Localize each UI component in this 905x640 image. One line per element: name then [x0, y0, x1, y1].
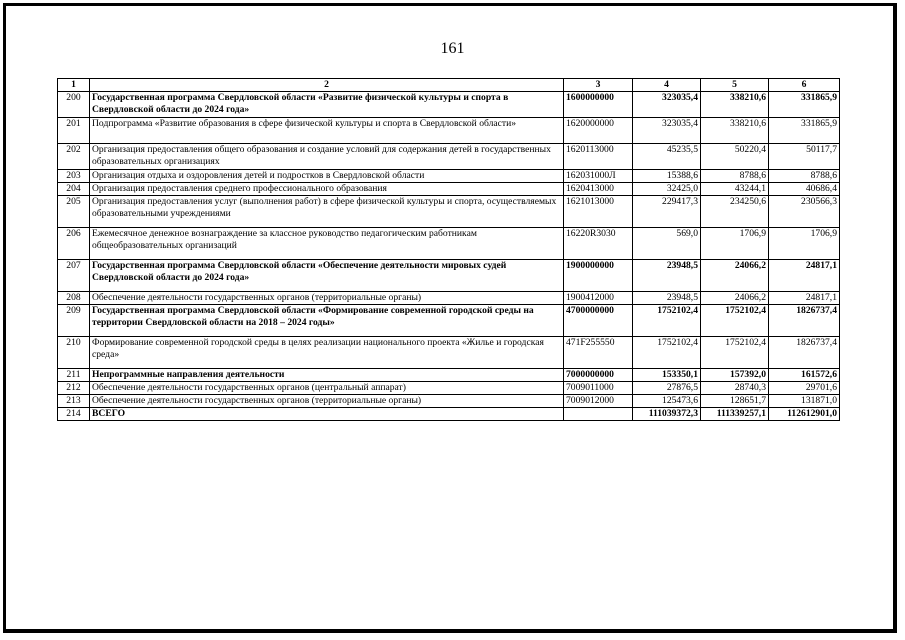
table-row [58, 292, 840, 305]
row-value-col5: 43244,1 [701, 183, 769, 196]
row-code: 1600000000 [564, 92, 633, 118]
row-number: 208 [58, 292, 90, 305]
row-value-col4: 125473,6 [633, 395, 701, 408]
row-number: 204 [58, 183, 90, 196]
row-name: Организация отдыха и оздоровления детей и подростков в Свердловской области [90, 170, 564, 183]
row-name: Организация предоставления среднего профессионального образования [90, 183, 564, 196]
row-code [564, 408, 633, 421]
row-value-col4: 323035,4 [633, 92, 701, 118]
column-header: 2 [90, 79, 564, 92]
row-code: 4700000000 [564, 305, 633, 337]
table-row [58, 395, 840, 408]
row-value-col6: 112612901,0 [769, 408, 840, 421]
column-header: 6 [769, 79, 840, 92]
table-body [58, 92, 840, 421]
table-row [58, 118, 840, 144]
row-code: 1620113000 [564, 144, 633, 170]
row-value-col6: 331865,9 [769, 92, 840, 118]
row-number: 214 [58, 408, 90, 421]
row-name: Подпрограмма «Развитие образования в сфере физической культуры и спорта в Свердловской области» [90, 118, 564, 144]
row-value-col6: 29701,6 [769, 382, 840, 395]
row-value-col6: 1826737,4 [769, 305, 840, 337]
row-value-col6: 40686,4 [769, 183, 840, 196]
row-value-col4: 23948,5 [633, 260, 701, 292]
row-code: 1900000000 [564, 260, 633, 292]
row-number: 211 [58, 369, 90, 382]
row-name: Обеспечение деятельности государственных органов (территориальные органы) [90, 395, 564, 408]
row-value-col5: 234250,6 [701, 196, 769, 228]
row-name: Обеспечение деятельности государственных органов (центральный аппарат) [90, 382, 564, 395]
row-value-col4: 1752102,4 [633, 337, 701, 369]
row-number: 212 [58, 382, 90, 395]
row-name: Государственная программа Свердловской области «Обеспечение деятельности мировых судей Свердловской области до 2024 года» [90, 260, 564, 292]
row-number: 209 [58, 305, 90, 337]
row-code: 7009011000 [564, 382, 633, 395]
row-value-col5: 157392,0 [701, 369, 769, 382]
row-code: 1620000000 [564, 118, 633, 144]
column-header: 5 [701, 79, 769, 92]
row-code: 471F255550 [564, 337, 633, 369]
row-value-col4: 111039372,3 [633, 408, 701, 421]
row-value-col6: 50117,7 [769, 144, 840, 170]
budget-table [57, 78, 840, 421]
row-name: Государственная программа Свердловской области «Развитие физической культуры и спорта в Свердловской области до 2024 года» [90, 92, 564, 118]
row-code: 16220R3030 [564, 228, 633, 260]
table-row [58, 337, 840, 369]
row-value-col4: 27876,5 [633, 382, 701, 395]
row-code: 162031000Л [564, 170, 633, 183]
row-value-col4: 23948,5 [633, 292, 701, 305]
row-value-col5: 338210,6 [701, 92, 769, 118]
row-value-col4: 32425,0 [633, 183, 701, 196]
row-number: 203 [58, 170, 90, 183]
row-name: Формирование современной городской среды в целях реализации национального проекта «Жилье и городская среда» [90, 337, 564, 369]
row-value-col6: 131871,0 [769, 395, 840, 408]
row-name: Организация предоставления услуг (выполнения работ) в сфере физической культуры и спорта, осуществляемых образовательными учреждениями [90, 196, 564, 228]
row-name: ВСЕГО [90, 408, 564, 421]
table-row [58, 382, 840, 395]
row-value-col5: 1706,9 [701, 228, 769, 260]
table-row [58, 144, 840, 170]
row-code: 1900412000 [564, 292, 633, 305]
row-value-col4: 569,0 [633, 228, 701, 260]
row-name: Государственная программа Свердловской области «Формирование современной городской среды на территории Свердловской области на 2018 – 2024 годы» [90, 305, 564, 337]
row-name: Обеспечение деятельности государственных органов (территориальные органы) [90, 292, 564, 305]
row-value-col4: 15388,6 [633, 170, 701, 183]
table-row [58, 170, 840, 183]
row-value-col5: 50220,4 [701, 144, 769, 170]
row-value-col4: 229417,3 [633, 196, 701, 228]
column-header: 4 [633, 79, 701, 92]
row-value-col4: 1752102,4 [633, 305, 701, 337]
row-value-col5: 111339257,1 [701, 408, 769, 421]
row-number: 205 [58, 196, 90, 228]
row-value-col5: 128651,7 [701, 395, 769, 408]
row-value-col5: 24066,2 [701, 260, 769, 292]
table-row [58, 305, 840, 337]
row-number: 201 [58, 118, 90, 144]
table-row [58, 369, 840, 382]
table-row [58, 196, 840, 228]
row-value-col4: 45235,5 [633, 144, 701, 170]
row-value-col6: 1826737,4 [769, 337, 840, 369]
row-number: 202 [58, 144, 90, 170]
row-number: 200 [58, 92, 90, 118]
row-name: Ежемесячное денежное вознаграждение за классное руководство педагогическим работникам общеобразовательных организаций [90, 228, 564, 260]
row-value-col4: 153350,1 [633, 369, 701, 382]
row-value-col6: 331865,9 [769, 118, 840, 144]
row-number: 207 [58, 260, 90, 292]
row-value-col5: 24066,2 [701, 292, 769, 305]
row-code: 1621013000 [564, 196, 633, 228]
table-row [58, 408, 840, 421]
row-value-col6: 1706,9 [769, 228, 840, 260]
page-number: 161 [440, 40, 465, 57]
row-value-col6: 230566,3 [769, 196, 840, 228]
row-value-col6: 8788,6 [769, 170, 840, 183]
row-value-col5: 1752102,4 [701, 337, 769, 369]
column-header: 1 [58, 79, 90, 92]
row-code: 7000000000 [564, 369, 633, 382]
table-row [58, 260, 840, 292]
row-number: 213 [58, 395, 90, 408]
table-row [58, 183, 840, 196]
row-value-col5: 1752102,4 [701, 305, 769, 337]
row-name: Организация предоставления общего образования и создание условий для содержания детей в государственных образовательных организациях [90, 144, 564, 170]
header-row [58, 79, 840, 92]
row-number: 210 [58, 337, 90, 369]
row-value-col6: 24817,1 [769, 260, 840, 292]
row-value-col5: 338210,6 [701, 118, 769, 144]
row-number: 206 [58, 228, 90, 260]
row-value-col4: 323035,4 [633, 118, 701, 144]
row-code: 7009012000 [564, 395, 633, 408]
column-header: 3 [564, 79, 633, 92]
table-row [58, 228, 840, 260]
row-value-col6: 24817,1 [769, 292, 840, 305]
row-name: Непрограммные направления деятельности [90, 369, 564, 382]
row-value-col6: 161572,6 [769, 369, 840, 382]
row-value-col5: 28740,3 [701, 382, 769, 395]
row-value-col5: 8788,6 [701, 170, 769, 183]
row-code: 1620413000 [564, 183, 633, 196]
table-row [58, 92, 840, 118]
